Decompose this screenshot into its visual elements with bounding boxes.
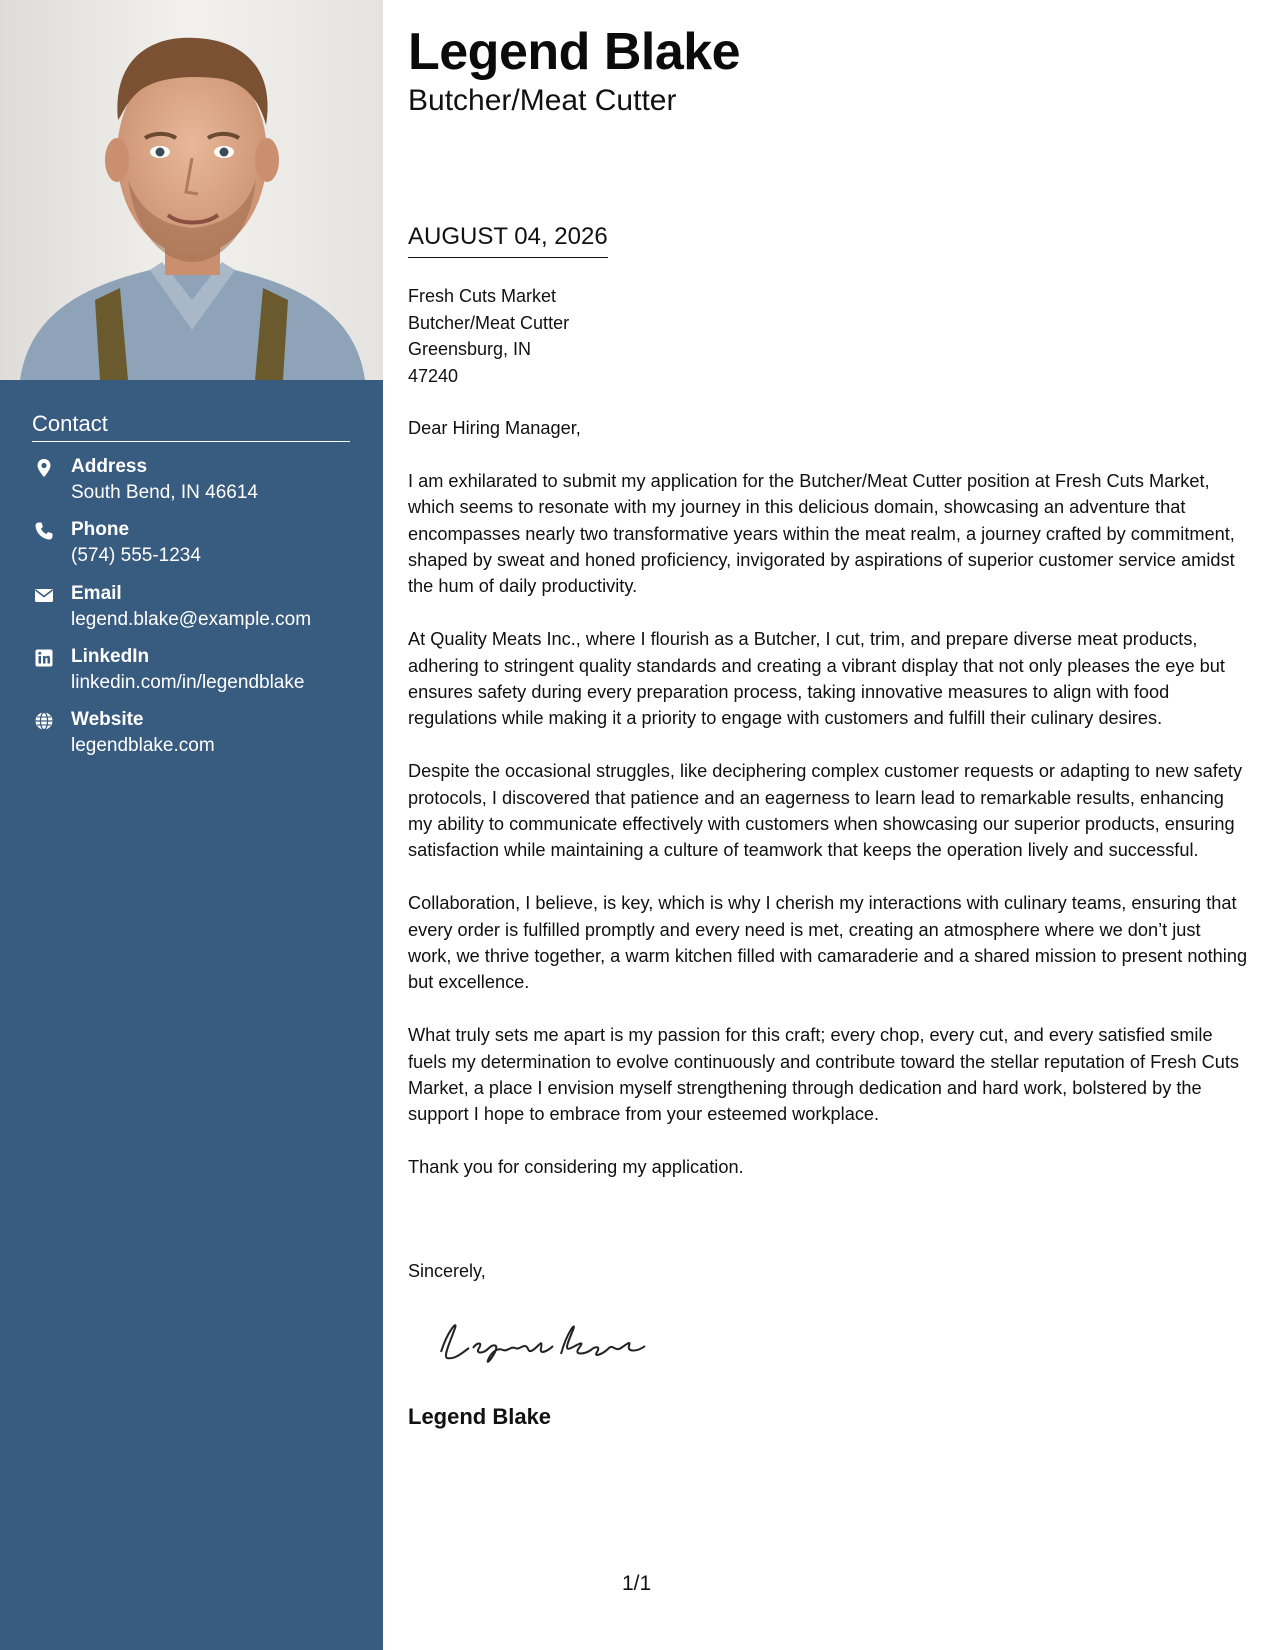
contact-heading: Contact bbox=[32, 411, 350, 442]
paragraph-4: Collaboration, I believe, is key, which is why I cherish my interactions with culinary teams, ensuring that every order is fulfilled promptly and every need is met, creating an atmosphere where we don’t just work, we thrive together, a warm kitchen filled with camaraderie and a shared mission to present nothing but excellence. bbox=[408, 893, 1248, 993]
recipient-position: Butcher/Meat Cutter bbox=[408, 312, 570, 333]
linkedin-value[interactable]: linkedin.com/in/legendblake bbox=[71, 671, 305, 693]
sidebar bbox=[0, 0, 383, 1650]
email-label: Email bbox=[71, 582, 122, 604]
page-number: 1/1 bbox=[622, 1572, 652, 1595]
contact-list bbox=[32, 456, 362, 772]
website-value[interactable]: legendblake.com bbox=[71, 735, 215, 757]
handwritten-signature bbox=[433, 1310, 653, 1370]
letter-date: AUGUST 04, 2026 bbox=[408, 223, 608, 258]
contact-email bbox=[32, 583, 362, 646]
paragraph-1: I am exhilarated to submit my application for the Butcher/Meat Cutter position at Fresh Cuts Market, which seems to resonate with my journey in this delicious domain, showcasing an adventure that encompasses nearly two transformative years within the meat realm, a journey crafted by commitment, shaped by sweat and honed proficiency, invigorated by aspirations of superior customer service amidst the hum of daily productivity. bbox=[408, 470, 1235, 597]
contact-address bbox=[32, 456, 362, 519]
email-value[interactable]: legend.blake@example.com bbox=[71, 608, 312, 630]
linkedin-label: LinkedIn bbox=[71, 645, 150, 667]
recipient-city: Greensburg, IN bbox=[408, 339, 532, 359]
paragraph-5: What truly sets me apart is my passion for this craft; every chop, every cut, and every satisfied smile fuels my determination to evolve continuously and contribute toward the stellar reputation of Fresh Cuts Market, a place I envision myself strengthening through dedication and hard work, bolstered by the support I hope to embrace from your esteemed workplace. bbox=[408, 1025, 1240, 1125]
location-pin-icon bbox=[34, 458, 54, 478]
recipient-block bbox=[408, 283, 569, 389]
phone-label: Phone bbox=[71, 519, 130, 541]
closing: Sincerely, bbox=[408, 1261, 486, 1281]
applicant-name: Legend Blake bbox=[408, 23, 741, 81]
signer-name: Legend Blake bbox=[408, 1404, 552, 1429]
phone-icon bbox=[34, 521, 54, 541]
letter-body bbox=[408, 415, 1248, 1207]
address-value: South Bend, IN 46614 bbox=[71, 482, 258, 503]
recipient-zip: 47240 bbox=[408, 365, 459, 386]
contact-phone bbox=[32, 519, 362, 582]
website-label: Website bbox=[71, 709, 144, 731]
salutation: Dear Hiring Manager, bbox=[408, 418, 581, 438]
phone-value: (574) 555-1234 bbox=[71, 545, 201, 567]
paragraph-2: At Quality Meats Inc., where I flourish as a Butcher, I cut, trim, and prepare diverse meat products, adhering to stringent quality standards and creating a vibrant display that not only pleases the eye but ensures safety during every preparation process, taking innovative measures to align with food regulations while making it a priority to engage with customers and fulfill their culinary desires. bbox=[408, 629, 1225, 729]
globe-icon bbox=[34, 711, 54, 731]
paragraph-6: Thank you for considering my application. bbox=[408, 1157, 744, 1178]
profile-photo bbox=[0, 0, 383, 380]
linkedin-icon bbox=[34, 648, 54, 668]
envelope-icon bbox=[34, 585, 54, 605]
applicant-job-title: Butcher/Meat Cutter bbox=[408, 84, 677, 117]
address-label: Address bbox=[71, 456, 148, 477]
paragraph-3: Despite the occasional struggles, like deciphering complex customer requests or adapting to new safety protocols, I discovered that patience and an eagerness to learn lead to remarkable results, enhancing my ability to communicate effectively with customers when showcasing our superior products, ensuring satisfaction while maintaining a culture of teamwork that keeps the operation lively and successful. bbox=[408, 761, 1243, 861]
contact-website bbox=[32, 709, 362, 772]
contact-linkedin bbox=[32, 646, 362, 709]
recipient-company: Fresh Cuts Market bbox=[408, 286, 557, 306]
